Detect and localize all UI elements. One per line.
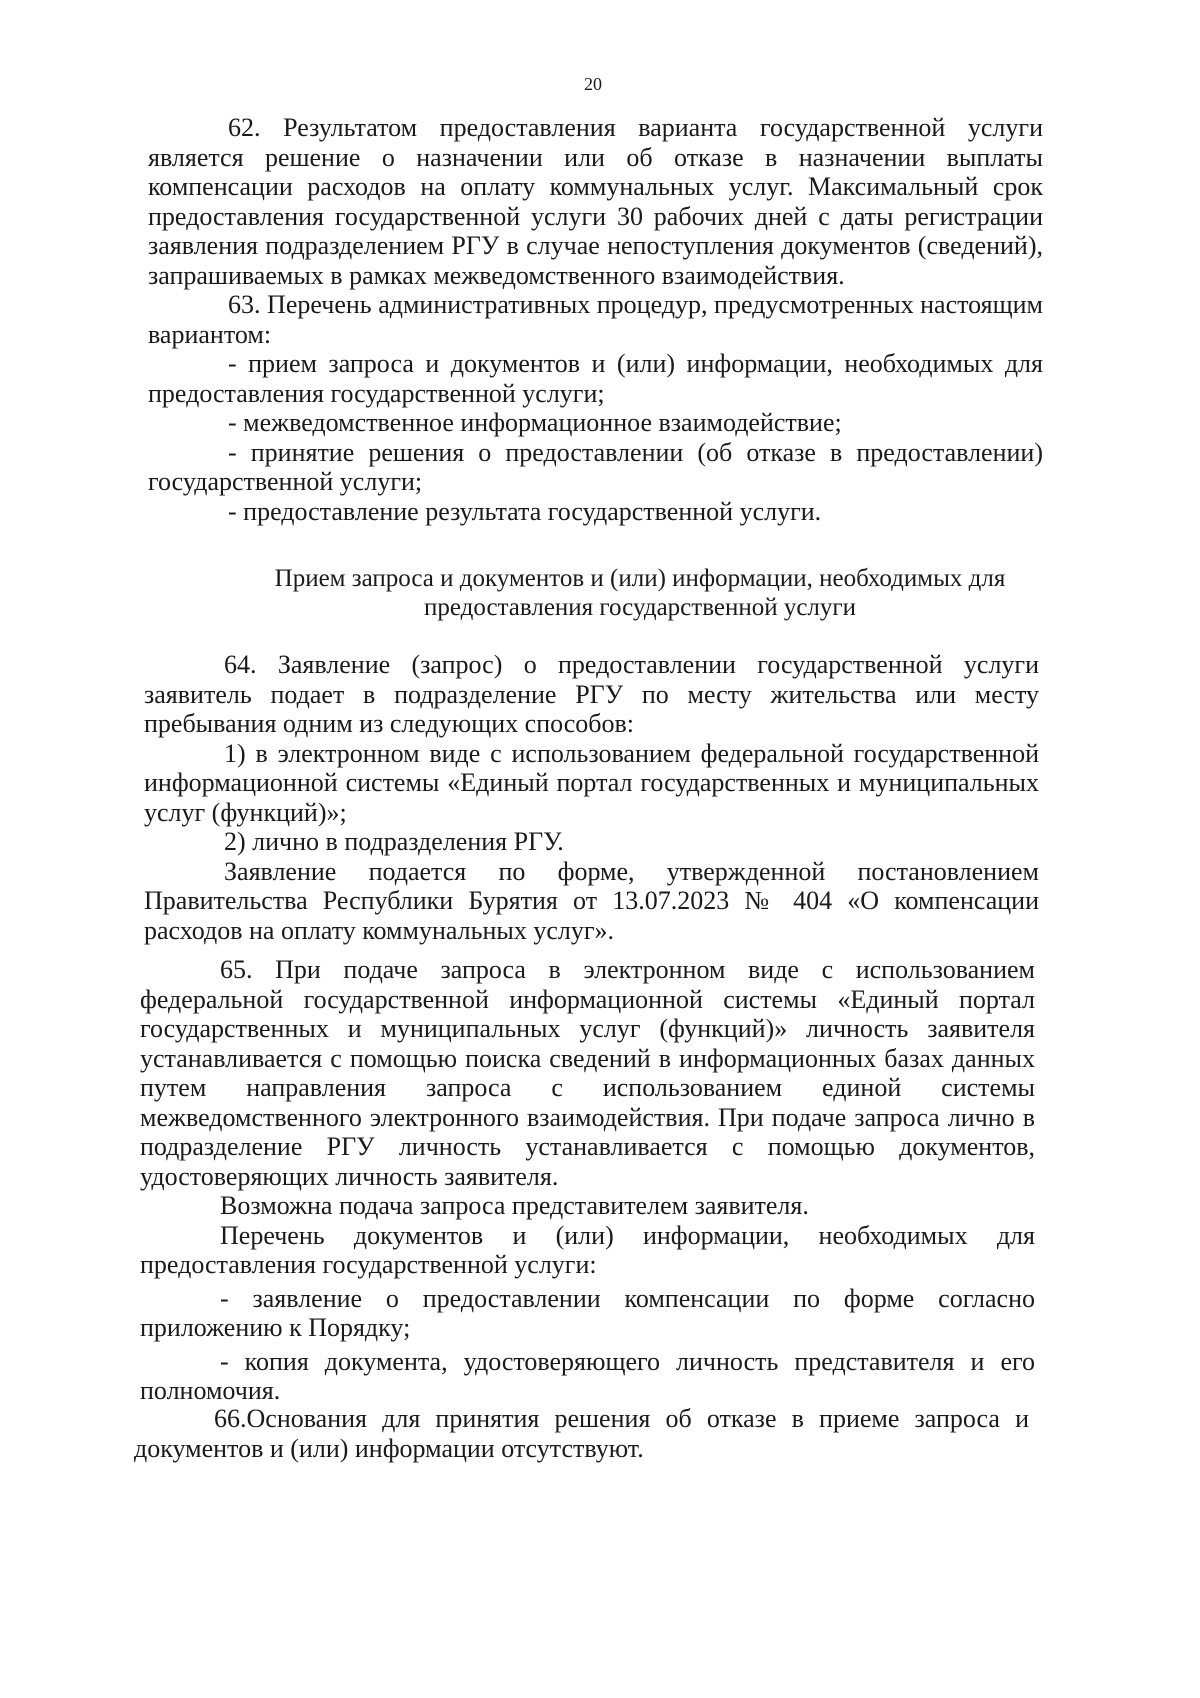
- paragraph-64: 64. Заявление (запрос) о предоставлении государственной услуги заявитель подает в подразделение РГУ по месту жительства или месту пребывания одним из следующих способов:: [144, 650, 1039, 738]
- paragraph-62-block: [148, 113, 1043, 290]
- paragraph-66-block: [134, 1404, 1029, 1463]
- page-number: 20: [584, 74, 602, 94]
- section-heading: Прием запроса и документов и (или) информации, необходимых для предоставления государственной услуги: [274, 565, 1006, 621]
- paragraph-65-representative: Возможна подача запроса представителем заявителя.: [220, 1191, 809, 1220]
- paragraph-62: 62. Результатом предоставления варианта государственной услуги является решение о назначении или об отказе в назначении выплаты компенсации расходов на оплату коммунальных услуг. Максимальный срок предоставления государственной услуги 30 рабочих дней с даты регистрации заявления подразделением РГУ в случае непоступления документов (сведений), запрашиваемых в рамках межведомственного взаимодействия.: [148, 113, 1043, 290]
- list-item: 1) в электронном виде с использованием федеральной государственной информационной системы «Единый портал государственных и муниципальных услуг (функций)»;: [144, 738, 1039, 827]
- list-item: - заявление о предоставлении компенсации по форме согласно приложению к Порядку;: [140, 1283, 1035, 1342]
- list-item: - прием запроса и документов и (или) информации, необходимых для предоставления государственной услуги;: [148, 349, 1043, 408]
- paragraph-63: 63. Перечень административных процедур, предусмотренных настоящим вариантом:: [148, 290, 1043, 349]
- paragraph-63-block: [148, 290, 1043, 526]
- list-item: - межведомственное информационное взаимодействие;: [228, 408, 842, 437]
- list-item: - принятие решения о предоставлении (об отказе в предоставлении) государственной услуги;: [148, 437, 1043, 496]
- paragraph-64-form: Заявление подается по форме, утвержденной постановлением Правительства Республики Бурятия от 13.07.2023 № 404 «О компенсации расходов на оплату коммунальных услуг».: [144, 856, 1039, 945]
- list-item: - предоставление результата государственной услуги.: [228, 496, 822, 526]
- paragraph-65-block: [140, 955, 1035, 1406]
- paragraph-66: 66.Основания для принятия решения об отказе в приеме запроса и документов и (или) информации отсутствуют.: [134, 1404, 1029, 1463]
- paragraph-64-block: [144, 650, 1039, 945]
- list-item: - копия документа, удостоверяющего личность представителя и его полномочия.: [140, 1346, 1035, 1405]
- list-item: 2) лично в подразделения РГУ.: [224, 827, 564, 856]
- paragraph-65: 65. При подаче запроса в электронном виде с использованием федеральной государственной информационной системы «Единый портал государственных и муниципальных услуг (функций)» личность заявителя устанавливается с помощью поиска сведений в информационных базах данных путем направления запроса с использованием единой системы межведомственного электронного взаимодействия. При подаче запроса лично в подразделение РГУ личность устанавливается с помощью документов, удостоверяющих личность заявителя.: [140, 955, 1035, 1191]
- paragraph-65-documents: Перечень документов и (или) информации, необходимых для предоставления государственной услуги:: [140, 1220, 1035, 1279]
